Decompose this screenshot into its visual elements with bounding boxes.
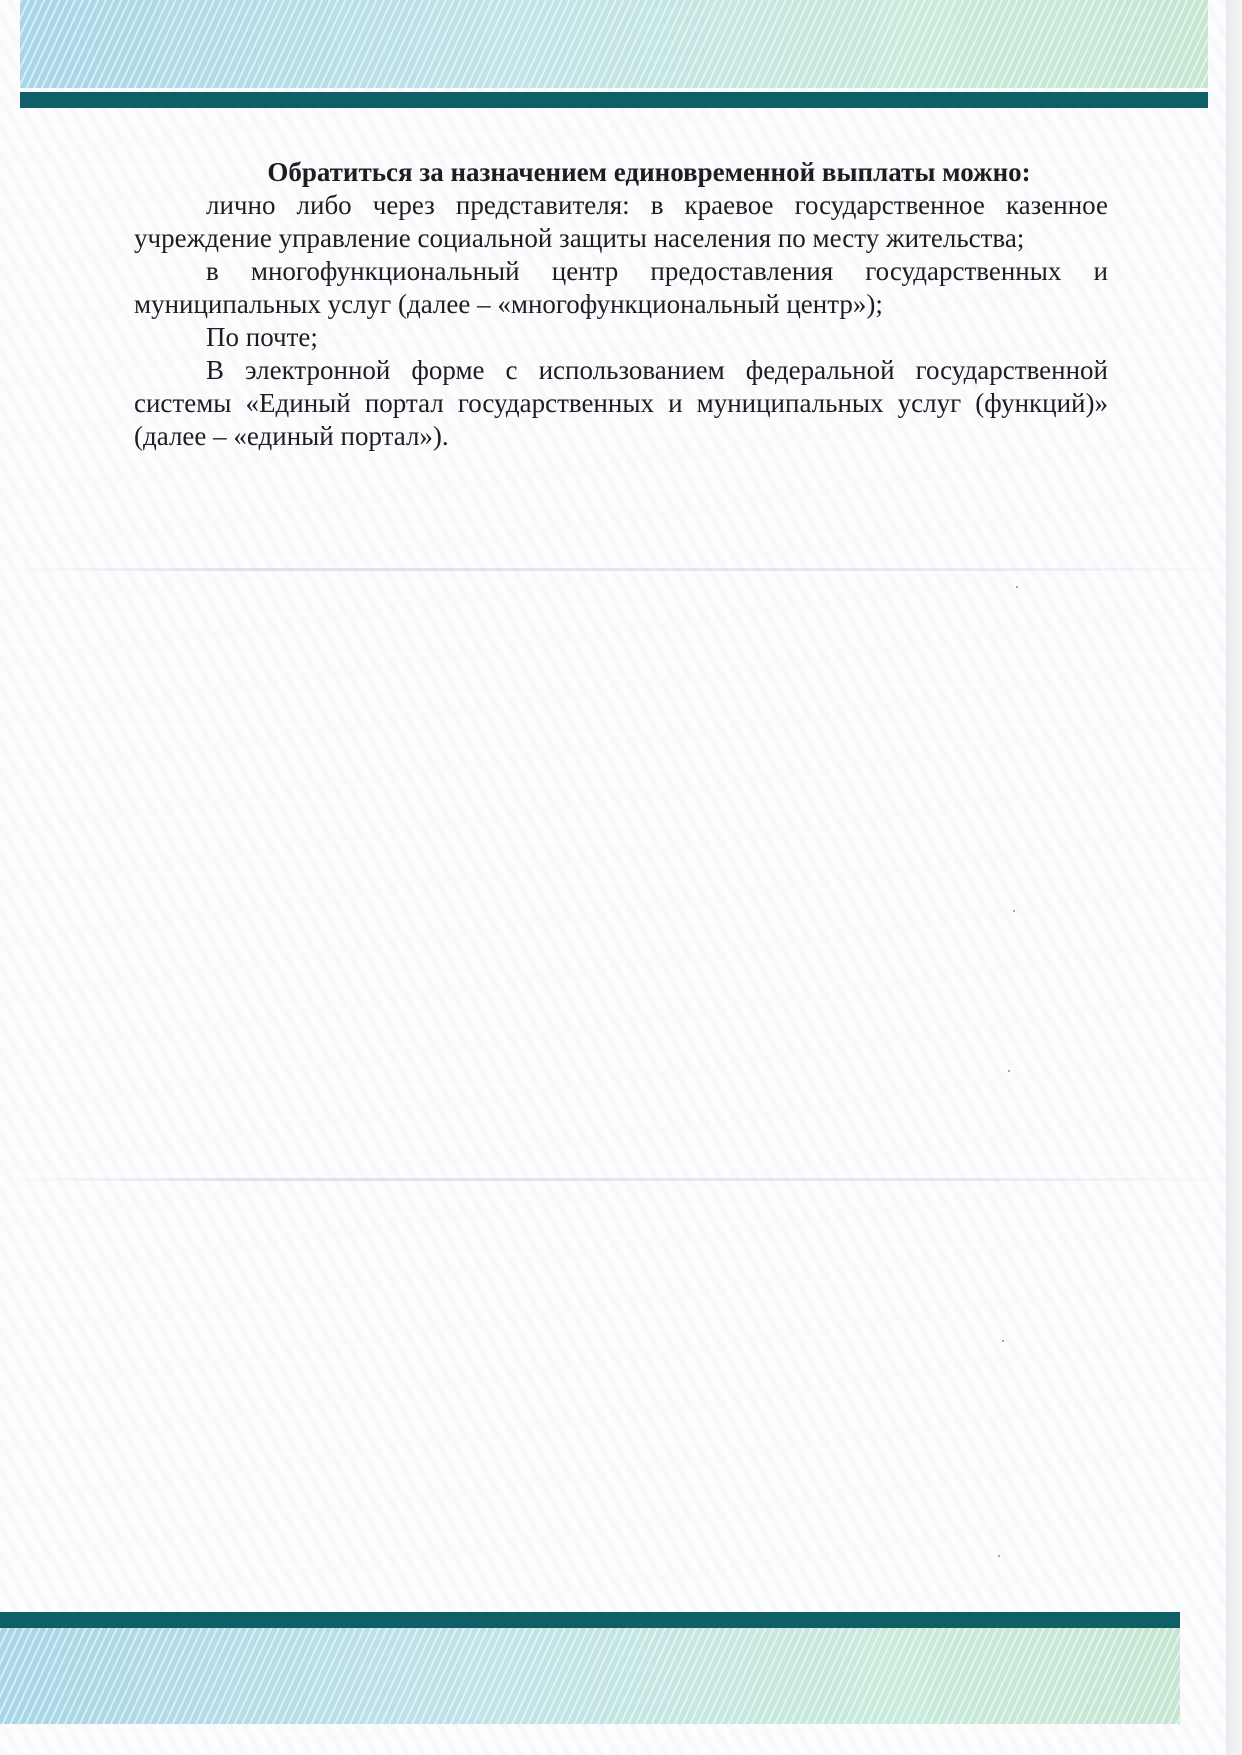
header-decorative-band [20, 0, 1208, 88]
paper-fold-line [0, 568, 1242, 571]
scan-speck [1013, 910, 1015, 912]
scan-speck [1016, 586, 1018, 588]
paragraph-mfc: в многофункциональный центр предоставления государственных и муниципальных услуг (далее – «многофункциональный центр»); [134, 256, 1108, 319]
paragraph-electronic: В электронной форме с использованием федеральной государственной системы «Единый портал государственных и муниципальных услуг (функций)» (далее – «единый портал»). [134, 355, 1108, 451]
scan-speck [1002, 1340, 1004, 1342]
document-heading: Обратиться за назначением единовременной выплаты можно: [267, 157, 1031, 187]
scan-edge [1226, 0, 1242, 1755]
footer-divider-bar [0, 1612, 1180, 1628]
paper-fold-line [0, 1178, 1242, 1181]
document-body [134, 156, 1108, 453]
header-divider-bar [20, 92, 1208, 108]
paragraph-post: По почте; [206, 322, 318, 352]
scan-speck [998, 1555, 1000, 1557]
paragraph-in-person: лично либо через представителя: в краевое государственное казенное учреждение управление социальной защиты населения по месту жительства; [134, 190, 1108, 253]
scan-speck [1008, 1070, 1010, 1072]
footer-decorative-band [0, 1628, 1180, 1724]
